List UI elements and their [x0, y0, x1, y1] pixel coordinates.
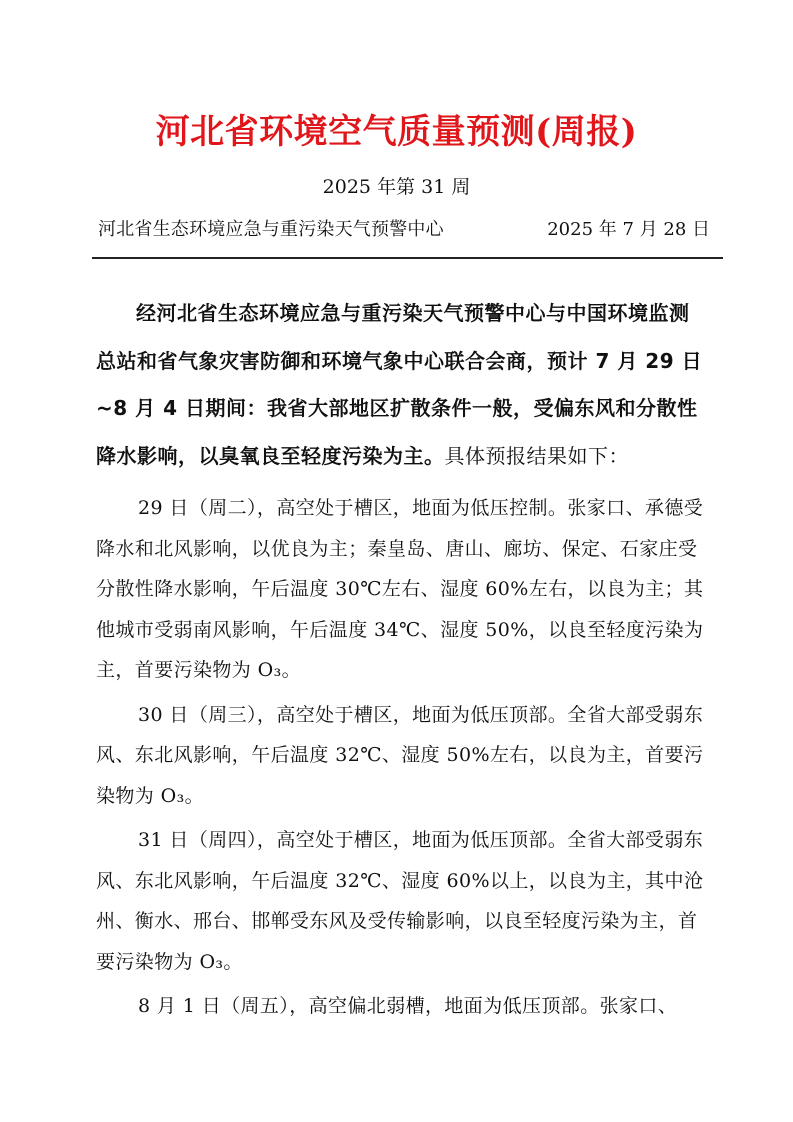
forecast-day-31: 31 日（周四），高空处于槽区，地面为低压顶部。全省大部受弱东风、东北风影响，午后温度 32℃、湿度 60%以上，以良为主，其中沧州、衡水、邢台、邯郸受东风及受传输影响，以良至轻度污染为主，首要污染物为 O₃。 — [96, 829, 704, 973]
summary-paragraph — [96, 290, 706, 480]
forecast-day-30: 30 日（周三），高空处于槽区，地面为低压顶部。全省大部受弱东风、东北风影响，午后温度 32℃、湿度 50%左右，以良为主，首要污染物为 O₃。 — [96, 703, 704, 807]
forecast-day-29: 29 日（周二），高空处于槽区，地面为低压控制。张家口、承德受降水和北风影响，以优良为主；秦皇岛、唐山、廊坊、保定、石家庄受分散性降水影响，午后温度 30℃左右、湿度 60%左右，以良为主；其他城市受弱南风影响，午后温度 34℃、湿度 50%，以良至轻度污染为主，首要污染物为 O₃。 — [96, 497, 704, 681]
document-title: 河北省环境空气质量预测(周报) — [155, 112, 638, 152]
publishing-organization: 河北省生态环境应急与重污染天气预警中心 — [98, 219, 444, 240]
forecast-day-aug-1: 8 月 1 日（周五），高空偏北弱槽，地面为低压顶部。张家口、 — [138, 995, 678, 1017]
publication-date: 2025 年 7 月 28 日 — [547, 219, 710, 240]
daily-forecast-list — [96, 488, 708, 1031]
header-divider — [92, 257, 723, 259]
issue-number: 2025 年第 31 周 — [322, 176, 471, 198]
publication-info — [98, 216, 710, 244]
summary-text: 经河北省生态环境应急与重污染天气预警中心与中国环境监测总站和省气象灾害防御和环境气象中心联合会商，预计 7 月 29 日~8 月 4 日期间：我省大部地区扩散条件一般，受偏东风和分散性降水影响，以臭氧良至轻度污染为主。 — [96, 301, 703, 468]
summary-tail: 具体预报结果如下： — [444, 443, 629, 468]
